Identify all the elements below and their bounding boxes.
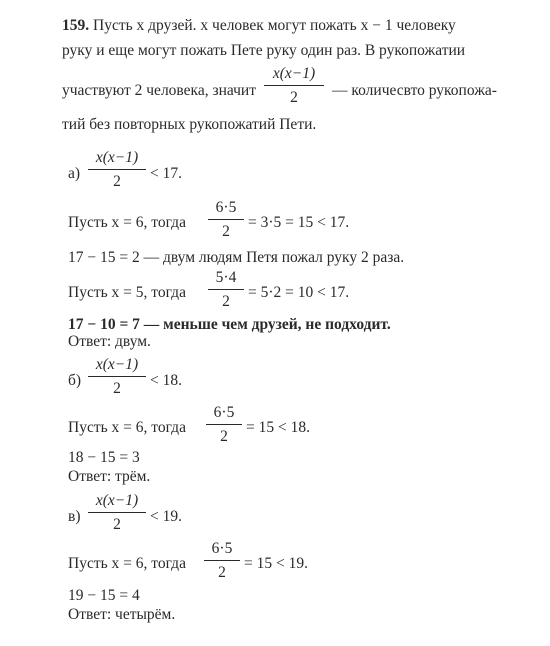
part-a-label: а) (68, 165, 81, 182)
fraction-denominator: 2 (222, 222, 230, 240)
fraction-numerator: x(x−1) (272, 65, 316, 82)
part-a-inequality: < 17. (150, 165, 182, 182)
fraction-denominator: 2 (290, 88, 298, 106)
part-b-case-result: = 15 < 18. (246, 419, 310, 436)
fraction-bar (204, 560, 240, 561)
problem-fraction (264, 66, 324, 105)
part-b-case-prefix: Пусть x = 6, тогда (68, 419, 186, 436)
part-b-answer: Ответ: трём. (68, 468, 151, 485)
fraction-denominator: 2 (113, 515, 121, 533)
part-v-inequality: < 19. (150, 508, 182, 525)
fraction-bar (88, 169, 146, 170)
fraction-bar (264, 85, 324, 86)
part-a-answer: Ответ: двум. (68, 333, 151, 350)
part-a-case1-result: = 3·5 = 15 < 17. (248, 214, 350, 231)
part-v-label: в) (68, 508, 81, 525)
fraction-denominator: 2 (220, 427, 228, 445)
part-b-case-fraction (206, 405, 242, 444)
problem-number: 159. (62, 17, 90, 34)
fraction-bar (208, 289, 244, 290)
fraction-denominator: 2 (218, 563, 226, 581)
part-b-diff: 18 − 15 = 3 (68, 449, 140, 466)
fraction-numerator: 5·4 (215, 269, 237, 286)
part-a-case1-prefix: Пусть x = 6, тогда (68, 214, 186, 231)
part-a-case2-fraction (208, 270, 244, 309)
part-b-inequality: < 18. (150, 372, 182, 389)
fraction-denominator: 2 (113, 172, 121, 190)
problem-line-4: тий без повторных рукопожатий Пети. (62, 116, 317, 133)
fraction-numerator: x(x−1) (95, 356, 139, 373)
fraction-numerator: 6·5 (215, 199, 237, 216)
part-v-fraction (88, 493, 146, 532)
fraction-bar (88, 376, 146, 377)
part-a-case2-prefix: Пусть x = 5, тогда (68, 284, 186, 301)
part-b-label: б) (68, 372, 82, 389)
fraction-bar (88, 512, 146, 513)
part-v-case-fraction (204, 541, 240, 580)
part-a-diff2: 17 − 10 = 7 — меньше чем друзей, не подходит. (68, 316, 391, 333)
fraction-denominator: 2 (222, 292, 230, 310)
fraction-denominator: 2 (113, 379, 121, 397)
part-a-diff1: 17 − 15 = 2 — двум людям Петя пожал руку 2 раза. (68, 249, 405, 266)
problem-line-3a: участвуют 2 человека, значит (62, 82, 256, 99)
problem-line-2: руку и еще могут пожать Пете руку один раз. В рукопожатии (62, 42, 466, 59)
fraction-numerator: x(x−1) (95, 492, 139, 509)
fraction-bar (206, 424, 242, 425)
problem-line-3b: — количесвто рукопожа- (332, 82, 497, 99)
problem-line-1 (62, 18, 456, 34)
part-a-case2-result: = 5·2 = 10 < 17. (248, 284, 350, 301)
part-a-fraction (88, 150, 146, 189)
part-v-answer: Ответ: четырём. (68, 606, 176, 623)
problem-text-1: Пусть x друзей. x человек могут пожать x − 1 человеку (93, 17, 456, 34)
part-v-case-prefix: Пусть x = 6, тогда (68, 555, 186, 572)
fraction-numerator: 6·5 (211, 540, 233, 557)
fraction-numerator: x(x−1) (95, 149, 139, 166)
fraction-numerator: 6·5 (213, 404, 235, 421)
fraction-bar (208, 219, 244, 220)
part-b-fraction (88, 357, 146, 396)
part-a-case1-fraction (208, 200, 244, 239)
part-v-case-result: = 15 < 19. (244, 555, 308, 572)
part-v-diff: 19 − 15 = 4 (68, 587, 140, 604)
